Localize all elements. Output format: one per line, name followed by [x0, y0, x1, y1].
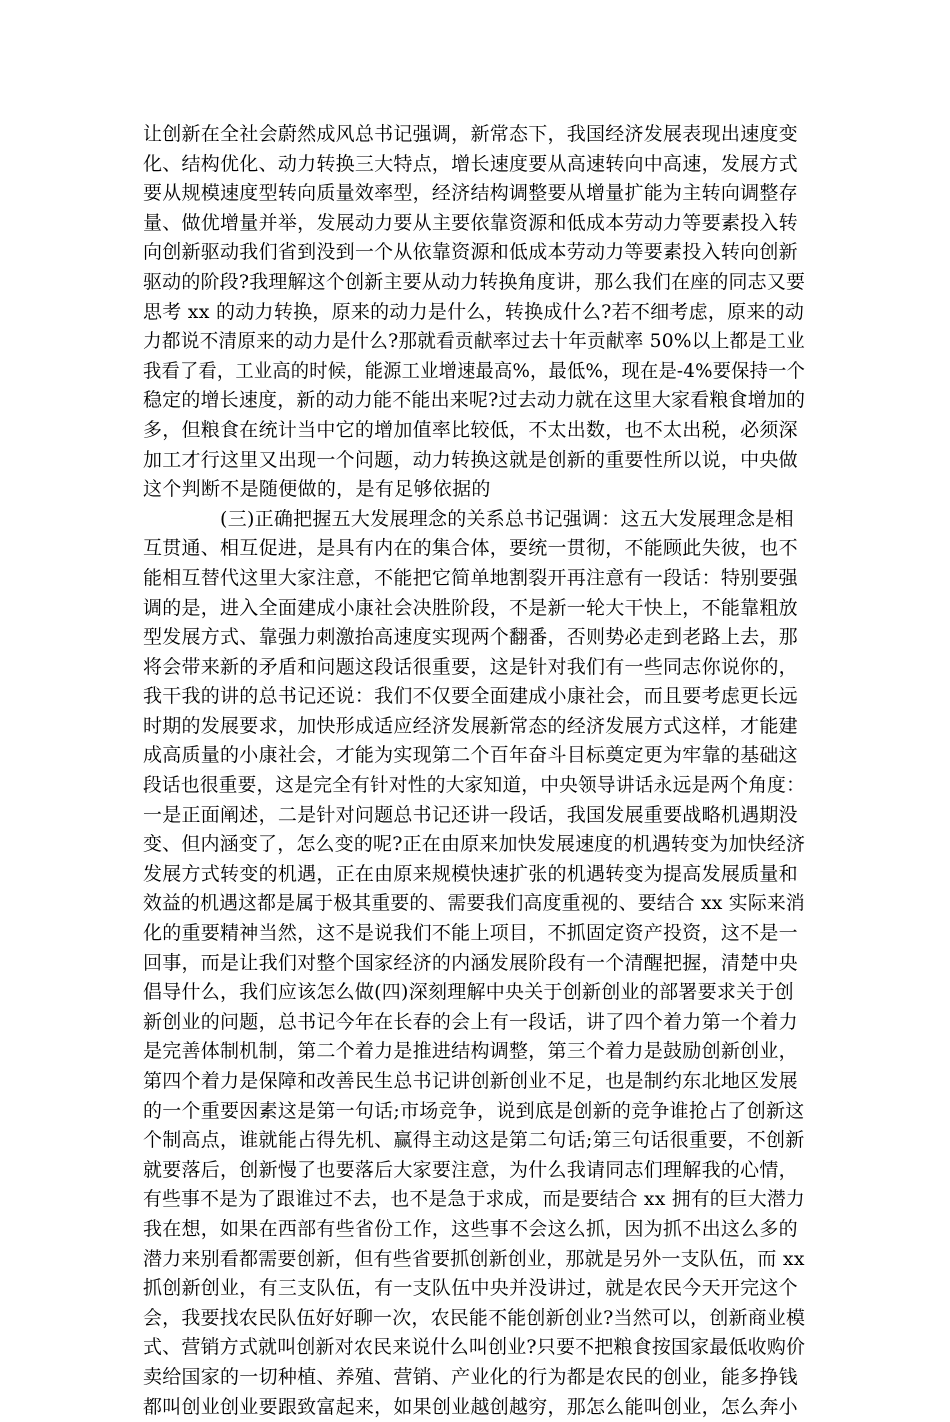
text-line: 我干我的讲的总书记还说：我们不仅要全面建成小康社会，而且要考虑更长远 [143, 685, 798, 708]
text-line: 型发展方式、靠强力刺激抬高速度实现两个翻番，否则势必走到老路上去，那 [143, 626, 798, 649]
text-line: 潜力来别看都需要创新，但有些省要抓创新创业，那就是另外一支队伍，而 xx [143, 1247, 805, 1270]
text-line: 一是正面阐述，二是针对问题总书记还讲一段话，我国发展重要战略机遇期没 [143, 803, 798, 826]
text-line: 互贯通、相互促进，是具有内在的集合体，要统一贯彻，不能顾此失彼，也不 [143, 537, 798, 560]
text-line: 化、结构优化、动力转换三大特点，增长速度要从高速转向中高速，发展方式 [143, 152, 798, 175]
text-line: 将会带来新的矛盾和问题这段话很重要，这是针对我们有一些同志你说你的， [143, 655, 798, 678]
body-text [143, 120, 806, 1422]
text-line: 倡导什么，我们应该怎么做(四)深刻理解中央关于创新创业的部署要求关于创 [143, 981, 794, 1004]
text-line: 向创新驱动我们省到没到一个从依靠资源和低成本劳动力等要素投入转向创新 [143, 241, 798, 264]
text-line: 效益的机遇这都是属于极其重要的、需要我们高度重视的、要结合 xx 实际来消 [143, 892, 805, 915]
text-line: 卖给国家的一切种植、养殖、营销、产业化的行为都是农民的创业，能多挣钱 [143, 1365, 798, 1388]
text-line: (三)正确把握五大发展理念的关系总书记强调：这五大发展理念是相 [143, 507, 794, 530]
text-line: 回事，而是让我们对整个国家经济的内涵发展阶段有一个清醒把握，清楚中央 [143, 951, 798, 974]
text-line: 能相互替代这里大家注意，不能把它简单地割裂开再注意有一段话：特别要强 [143, 566, 798, 589]
text-line: 式、营销方式就叫创新对农民来说什么叫创业?只要不把粮食按国家最低收购价 [143, 1336, 806, 1359]
text-line: 时期的发展要求，加快形成适应经济发展新常态的经济发展方式这样，才能建 [143, 714, 798, 737]
text-line: 力都说不清原来的动力是什么?那就看贡献率过去十年贡献率 50%以上都是工业 [143, 330, 805, 353]
text-line: 驱动的阶段?我理解这个创新主要从动力转换角度讲，那么我们在座的同志又要 [143, 270, 806, 293]
text-line: 稳定的增长速度，新的动力能不能出来呢?过去动力就在这里大家看粮食增加的 [143, 389, 806, 412]
text-line: 让创新在全社会蔚然成风总书记强调，新常态下，我国经济发展表现出速度变 [143, 123, 798, 145]
text-line: 都叫创业创业要跟致富起来，如果创业越创越穷，那怎么能叫创业，怎么奔小 [143, 1395, 798, 1418]
text-line: 这个判断不是随便做的，是有足够依据的 [143, 478, 491, 501]
text-line: 要从规模速度型转向质量效率型，经济结构调整要从增量扩能为主转向调整存 [143, 182, 798, 205]
text-line: 我看了看，工业高的时候，能源工业增速最高%，最低%，现在是-4%要保持一个 [143, 359, 806, 382]
text-line: 化的重要精神当然，这不是说我们不能上项目，不抓固定资产投资，这不是一 [143, 922, 798, 945]
text-line: 有些事不是为了跟谁过不去，也不是急于求成，而是要结合 xx 拥有的巨大潜力 [143, 1188, 805, 1211]
text-line: 新创业的问题，总书记今年在长春的会上有一段话，讲了四个着力第一个着力 [143, 1010, 798, 1033]
text-line: 是完善体制机制，第二个着力是推进结构调整，第三个着力是鼓励创新创业， [143, 1040, 798, 1063]
text-line: 变、但内涵变了，怎么变的呢?正在由原来加快发展速度的机遇转变为加快经济 [143, 833, 806, 856]
text-line: 的一个重要因素这是第一句话;市场竞争，说到底是创新的竞争谁抢占了创新这 [143, 1099, 805, 1122]
text-line: 成高质量的小康社会，才能为实现第二个百年奋斗目标奠定更为牢靠的基础这 [143, 744, 798, 767]
text-line: 个制高点，谁就能占得先机、赢得主动这是第二句话;第三句话很重要，不创新 [143, 1129, 805, 1152]
text-line: 加工才行这里又出现一个问题，动力转换这就是创新的重要性所以说，中央做 [143, 448, 798, 471]
text-line: 第四个着力是保障和改善民生总书记讲创新创业不足，也是制约东北地区发展 [143, 1070, 798, 1092]
text-line: 量、做优增量并举，发展动力要从主要依靠资源和低成本劳动力等要素投入转 [143, 211, 798, 234]
text-line: 我在想，如果在西部有些省份工作，这些事不会这么抓，因为抓不出这么多的 [143, 1217, 798, 1240]
text-line: 发展方式转变的机遇，正在由原来规模快速扩张的机遇转变为提高发展质量和 [143, 862, 798, 885]
text-line: 思考 xx 的动力转换，原来的动力是什么，转换成什么?若不细考虑，原来的动 [143, 300, 805, 323]
text-line: 抓创新创业，有三支队伍，有一支队伍中央并没讲过，就是农民今天开完这个 [143, 1277, 798, 1300]
text-line: 多，但粮食在统计当中它的增加值率比较低，不太出数，也不太出税，必须深 [143, 418, 798, 441]
text-line: 会，我要找农民队伍好好聊一次，农民能不能创新创业?当然可以，创新商业模 [143, 1306, 806, 1329]
text-line: 段话也很重要，这是完全有针对性的大家知道，中央领导讲话永远是两个角度： [143, 774, 806, 797]
text-line: 调的是，进入全面建成小康社会决胜阶段，不是新一轮大干快上，不能靠粗放 [143, 596, 798, 619]
text-line: 就要落后，创新慢了也要落后大家要注意，为什么我请同志们理解我的心情， [143, 1158, 798, 1181]
